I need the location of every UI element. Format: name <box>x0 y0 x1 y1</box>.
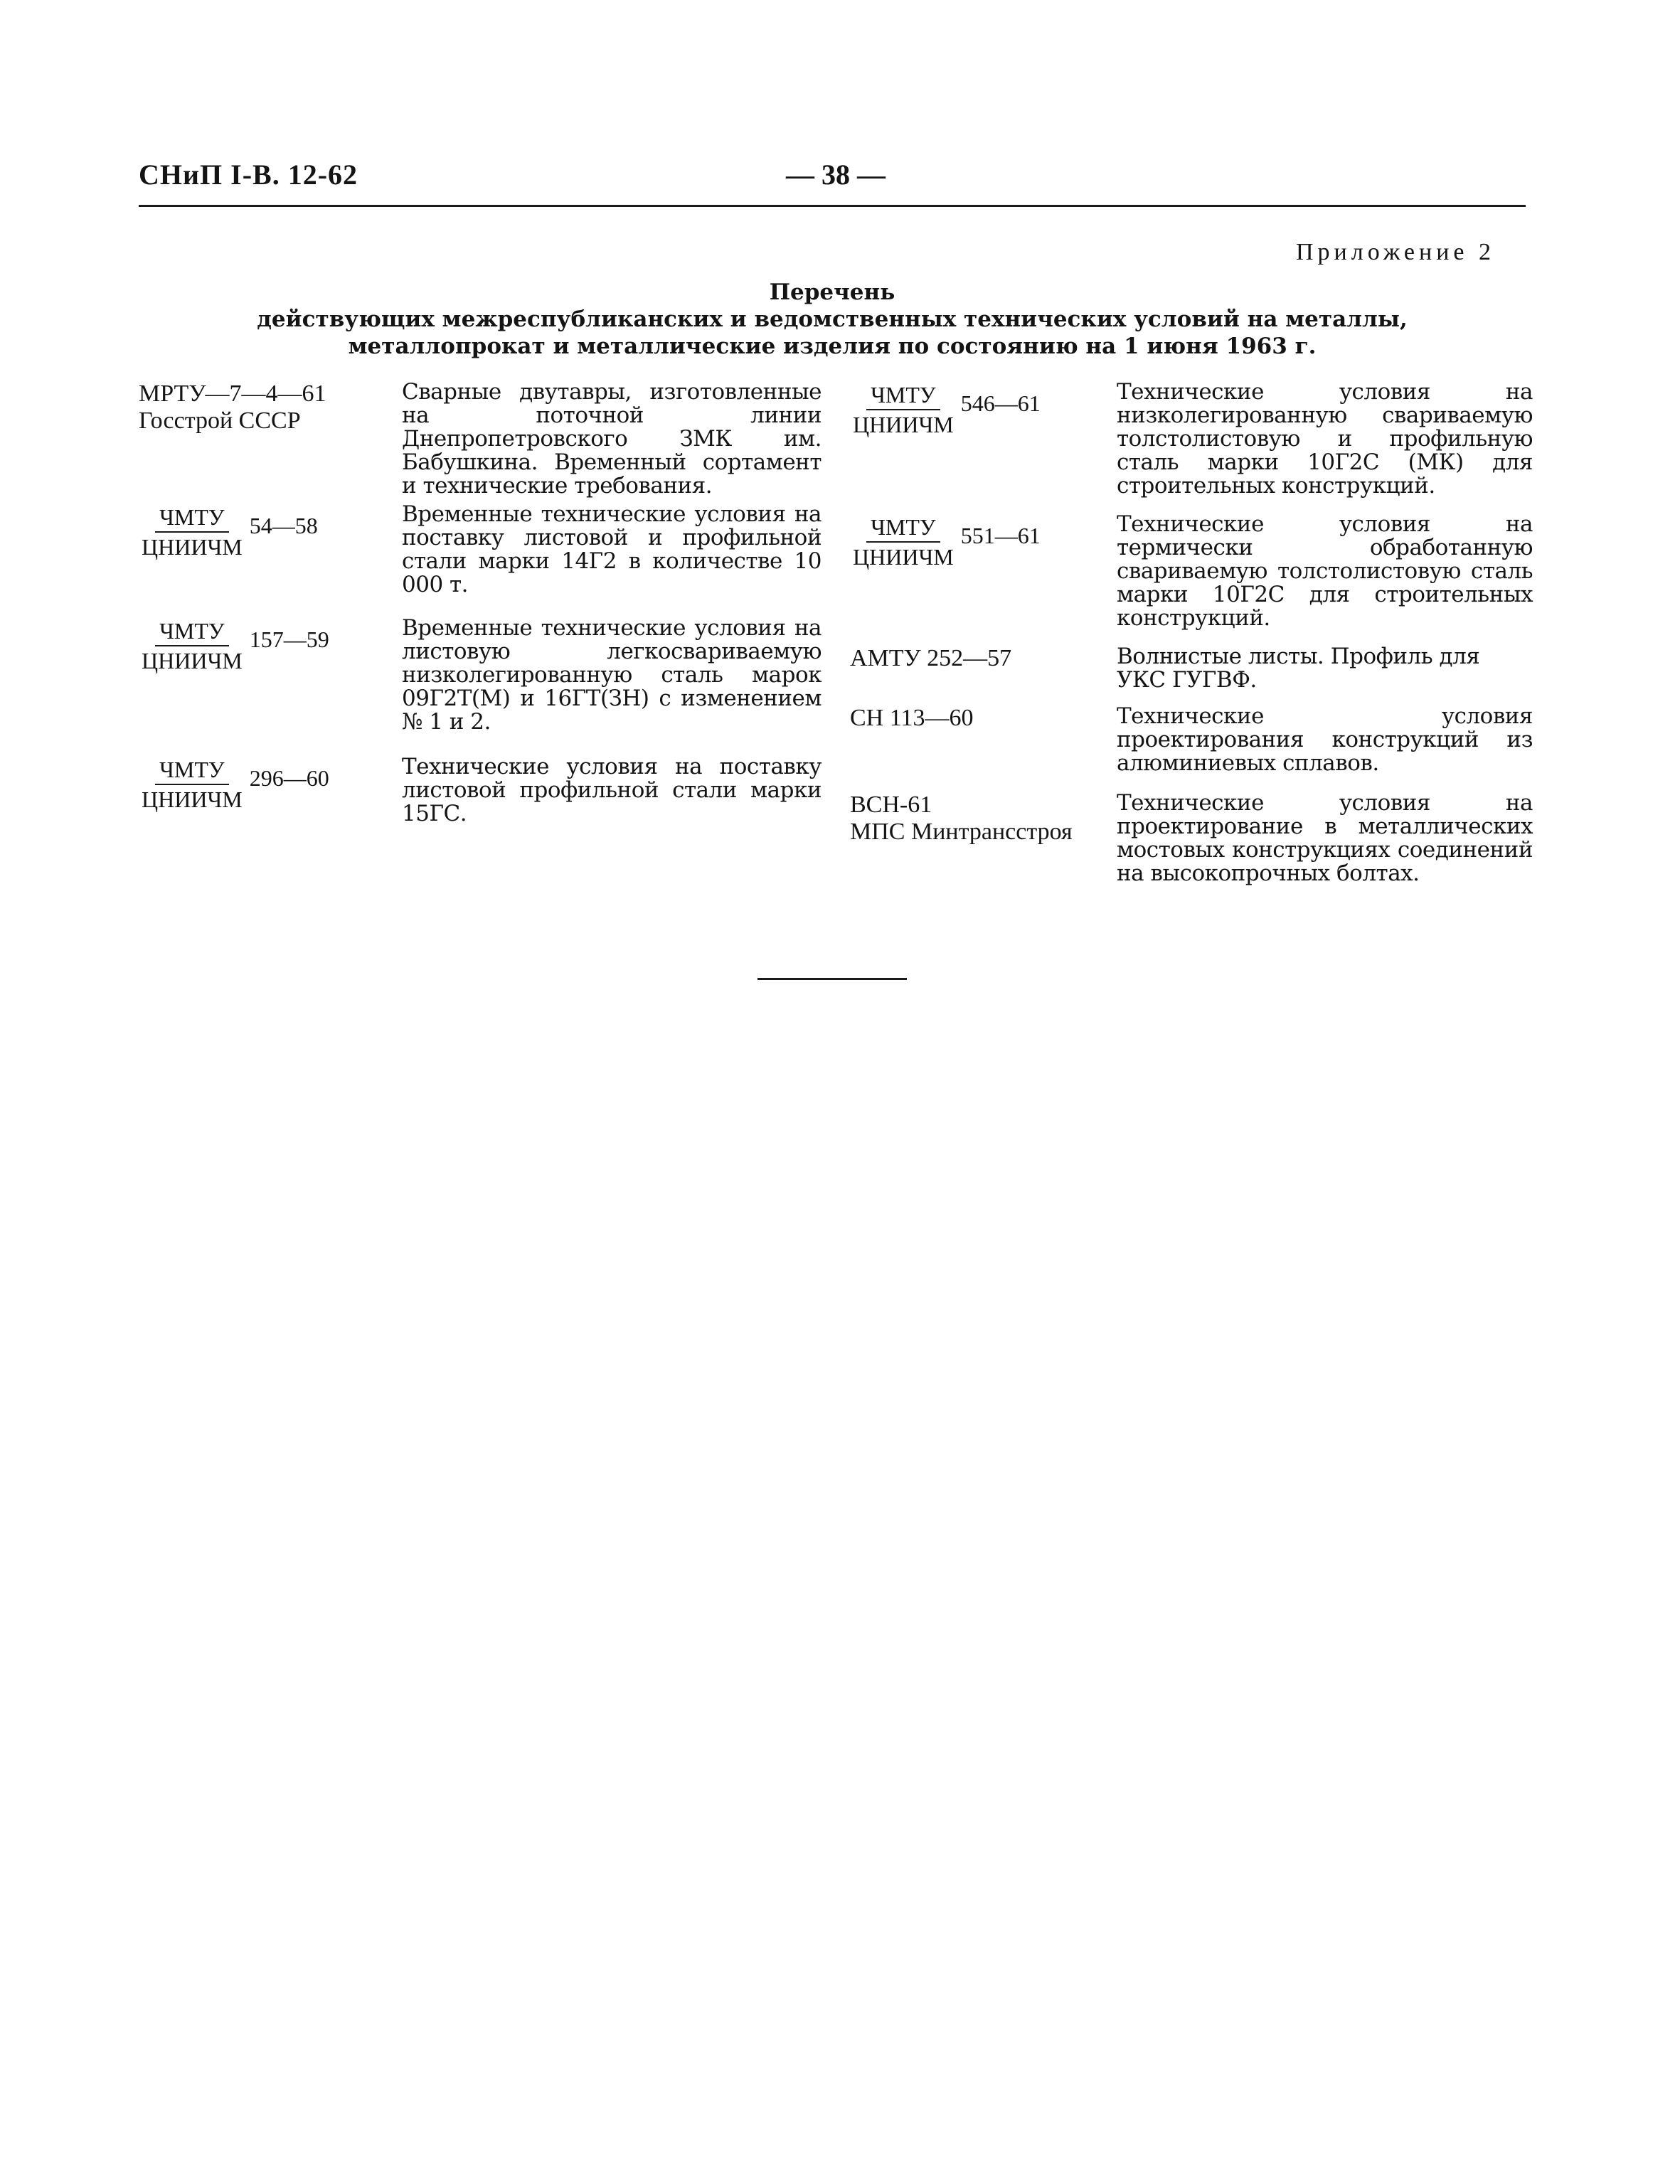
spec-code-fraction <box>139 755 245 814</box>
spec-code-number: 551—61 <box>960 523 1041 548</box>
fraction-denominator: ЦНИИЧМ <box>142 534 243 560</box>
spec-code-number: 546—61 <box>960 390 1041 416</box>
spec-code-line: АМТУ 252—57 <box>850 645 1012 671</box>
appendix-label: Приложение 2 <box>1296 239 1495 265</box>
spec-code <box>139 380 402 435</box>
fraction-denominator: ЦНИИЧМ <box>853 544 954 570</box>
page-number: — 38 — <box>786 159 886 191</box>
list-item <box>850 792 1533 891</box>
spec-code-number: 157—59 <box>249 627 329 652</box>
spec-description: Волнистые листы. Профиль для УКС ГУГВФ. <box>1117 644 1480 693</box>
spec-description: Технические условия на поставку листовой профильной стали марки 15ГС. <box>402 754 822 826</box>
spec-code-fraction <box>850 513 957 571</box>
spec-code-line: МРТУ—7—4—61 <box>139 380 326 407</box>
spec-description: Временные технические условия на листовую легкосвариваемую низколегированную сталь марок 09Г2Т(М) и 16ГТ(ЗН) с изменением № 1 и 2. <box>402 615 822 735</box>
spec-code <box>850 792 1117 846</box>
fraction-numerator: ЧМТУ <box>155 755 228 785</box>
left-column <box>139 380 822 833</box>
spec-code <box>850 705 1117 732</box>
spec-code-fraction <box>850 380 957 439</box>
list-title <box>139 279 1526 360</box>
spec-description: Сварные двутавры, изготовленные на поточной линии Днепропетровского ЗМК им. Бабушкина. Временный сортамент и технические требования. <box>402 379 822 499</box>
spec-description: Технические условия на низколегированную свариваемую толстолистовую и профильную сталь марки 10Г2С (МК) для строительных конструкций. <box>1117 379 1533 499</box>
document-code: СНиП I-В. 12-62 <box>139 159 358 191</box>
spec-code <box>850 645 1117 672</box>
fraction-denominator: ЦНИИЧМ <box>853 412 954 437</box>
list-item <box>850 645 1533 705</box>
list-item <box>139 755 822 833</box>
spec-code-number: 54—58 <box>249 513 318 538</box>
fraction-numerator: ЧМТУ <box>866 513 940 543</box>
fraction-numerator: ЧМТУ <box>866 380 940 410</box>
fraction-denominator: ЦНИИЧМ <box>142 787 243 812</box>
page-header <box>139 158 1526 207</box>
spec-code-issuer: Госстрой СССР <box>139 407 301 434</box>
fraction-denominator: ЦНИИЧМ <box>142 648 243 673</box>
list-item <box>139 503 822 617</box>
fraction-numerator: ЧМТУ <box>155 503 228 533</box>
spec-description: Технические условия проектирования конструкций из алюминиевых сплавов. <box>1117 703 1533 776</box>
spec-description: Технические условия на термически обработанную свариваемую толстолистовую сталь марки 10Г2С для строительных конструкций. <box>1117 511 1533 631</box>
spec-code <box>139 755 402 814</box>
spec-code-line: СН 113—60 <box>850 705 974 731</box>
spec-description: Технические условия на проектирование в металлических мостовых конструкциях соединений на высокопрочных болтах. <box>1117 790 1533 886</box>
right-column <box>850 380 1533 891</box>
spec-code <box>139 617 402 675</box>
spec-code-fraction <box>139 617 245 675</box>
list-item <box>850 380 1533 513</box>
closing-rule <box>757 978 907 980</box>
title-line-3: металлопрокат и металлические изделия по состоянию на 1 июня 1963 г. <box>348 334 1317 359</box>
spec-code-line: ВСН-61 <box>850 792 932 818</box>
spec-code <box>139 503 402 561</box>
spec-code-issuer: МПС Минтрансстроя <box>850 819 1073 845</box>
title-line-1: Перечень <box>769 279 895 305</box>
spec-code <box>850 380 1117 439</box>
list-item <box>139 617 822 755</box>
title-line-2: действующих межреспубликанских и ведомственных технических условий на металлы, <box>257 307 1408 332</box>
list-item <box>850 705 1533 792</box>
spec-code <box>850 513 1117 571</box>
list-item <box>850 513 1533 645</box>
spec-code-fraction <box>139 503 245 561</box>
spec-code-number: 296—60 <box>249 765 329 791</box>
list-item <box>139 380 822 503</box>
fraction-numerator: ЧМТУ <box>155 617 228 646</box>
spec-description: Временные технические условия на поставку листовой и профильной стали марки 14Г2 в количестве 10 000 т. <box>402 501 822 597</box>
